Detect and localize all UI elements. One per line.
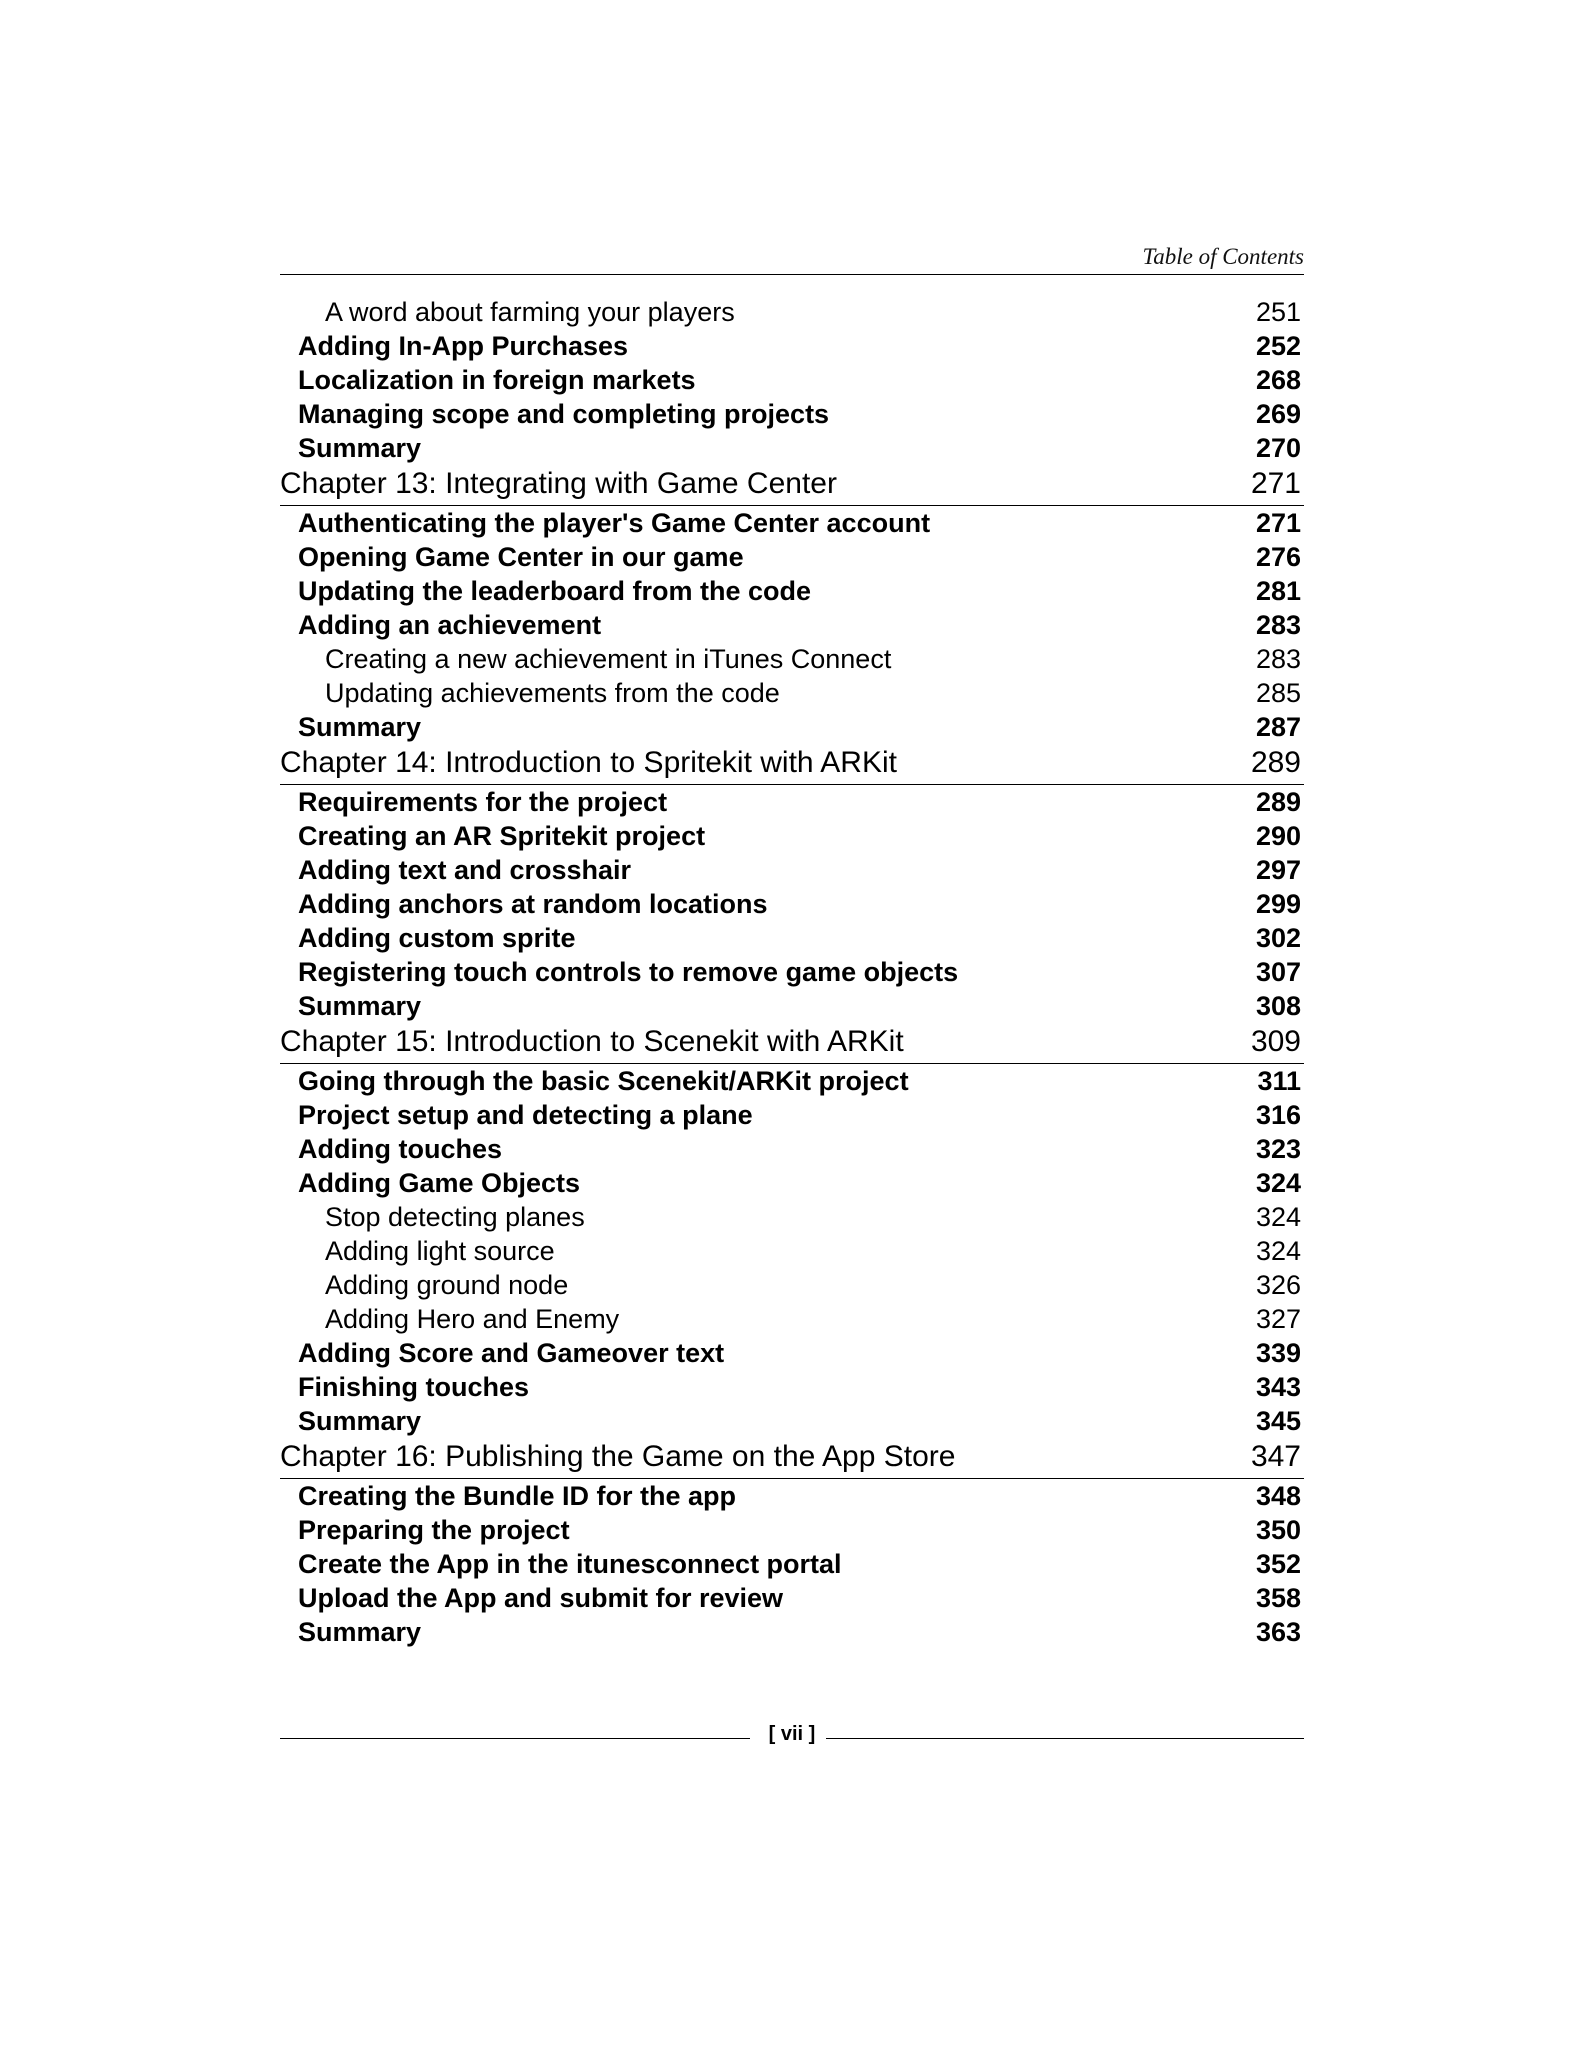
toc-entry-title: Stop detecting planes (325, 1202, 585, 1232)
toc-chapter-row[interactable] (280, 1440, 1304, 1479)
toc-section-row[interactable] (280, 363, 1304, 397)
toc-entry-page: 311 (1257, 1066, 1301, 1096)
toc-entry-title: Create the App in the itunesconnect portal (298, 1549, 842, 1579)
toc-entry-title: Adding text and crosshair (298, 855, 632, 885)
toc-chapter-row[interactable] (280, 746, 1304, 785)
toc-section-row[interactable] (280, 819, 1304, 853)
toc-section-row[interactable] (280, 1404, 1304, 1438)
toc-entry-page: 251 (1255, 297, 1301, 327)
toc-subsection-row[interactable] (280, 676, 1304, 710)
toc-entry-title: Finishing touches (298, 1372, 530, 1402)
toc-entry-title: Requirements for the project (298, 787, 668, 817)
toc-section-row[interactable] (280, 1370, 1304, 1404)
toc-entry-page: 348 (1255, 1481, 1301, 1511)
toc-entry-page: 350 (1255, 1515, 1301, 1545)
toc-section-row[interactable] (280, 1166, 1304, 1200)
page-number: [ vii ] (768, 1723, 816, 1745)
toc-entry-title: Opening Game Center in our game (298, 542, 744, 572)
toc-entry-page: 302 (1255, 923, 1301, 953)
toc-subsection-row[interactable] (280, 1234, 1304, 1268)
toc-entry-title: Preparing the project (298, 1515, 570, 1545)
toc-entry-title: Adding touches (298, 1134, 502, 1164)
toc-entry-title: Summary (298, 1406, 422, 1436)
toc-entry-page: 269 (1255, 399, 1301, 429)
toc-entry-title: Summary (298, 712, 422, 742)
toc-entry-title: Creating an AR Spritekit project (298, 821, 706, 851)
toc-section-row[interactable] (280, 1513, 1304, 1547)
toc-entry-title: Project setup and detecting a plane (298, 1100, 753, 1130)
toc-section-row[interactable] (280, 785, 1304, 819)
toc-entry-page: 283 (1255, 644, 1301, 674)
toc-entry-title: Chapter 16: Publishing the Game on the App Store (280, 1440, 956, 1473)
toc-entry-page: 289 (1250, 746, 1301, 779)
toc-entry-title: Going through the basic Scenekit/ARKit project (298, 1066, 909, 1096)
toc-entry-page: 324 (1255, 1202, 1301, 1232)
toc-entry-page: 281 (1255, 576, 1301, 606)
toc-entry-title: Adding In-App Purchases (298, 331, 629, 361)
toc-entry-title: Adding light source (325, 1236, 555, 1266)
toc-entry-page: 299 (1255, 889, 1301, 919)
toc-subsection-row[interactable] (280, 1268, 1304, 1302)
toc-entry-page: 283 (1255, 610, 1301, 640)
toc-entry-title: Summary (298, 433, 422, 463)
toc-section-row[interactable] (280, 608, 1304, 642)
toc-section-row[interactable] (280, 1132, 1304, 1166)
toc-entry-page: 326 (1255, 1270, 1301, 1300)
toc-section-row[interactable] (280, 887, 1304, 921)
toc-entry-page: 308 (1255, 991, 1301, 1021)
page-footer (280, 1720, 1304, 1756)
toc-entry-page: 316 (1255, 1100, 1301, 1130)
toc-entry-page: 363 (1255, 1617, 1301, 1647)
toc-section-row[interactable] (280, 1064, 1304, 1098)
toc-section-row[interactable] (280, 1479, 1304, 1513)
toc-entry-page: 289 (1255, 787, 1301, 817)
toc-entry-page: 343 (1255, 1372, 1301, 1402)
toc-entry-page: 285 (1255, 678, 1301, 708)
toc-entry-page: 324 (1255, 1168, 1301, 1198)
toc-section-row[interactable] (280, 397, 1304, 431)
toc-section-row[interactable] (280, 1615, 1304, 1649)
footer-rule-right (826, 1738, 1304, 1739)
toc-entry-page: 323 (1255, 1134, 1301, 1164)
toc-subsection-row[interactable] (280, 642, 1304, 676)
toc-entry-page: 347 (1250, 1440, 1301, 1473)
toc-section-row[interactable] (280, 853, 1304, 887)
toc-entry-title: Chapter 14: Introduction to Spritekit with ARKit (280, 746, 897, 779)
toc-section-row[interactable] (280, 540, 1304, 574)
toc-entry-title: Adding Hero and Enemy (325, 1304, 620, 1334)
toc-entry-page: 290 (1255, 821, 1301, 851)
toc-entry-page: 287 (1255, 712, 1301, 742)
toc-entry-page: 270 (1255, 433, 1301, 463)
toc-chapter-row[interactable] (280, 467, 1304, 506)
toc-entry-page: 268 (1255, 365, 1301, 395)
toc-section-row[interactable] (280, 1581, 1304, 1615)
toc-entry-page: 271 (1250, 467, 1301, 500)
toc-entry-page: 252 (1255, 331, 1301, 361)
toc-entry-title: Authenticating the player's Game Center account (298, 508, 931, 538)
toc-entry-title: Summary (298, 1617, 422, 1647)
toc-entry-page: 352 (1255, 1549, 1301, 1579)
toc-entry-page: 358 (1255, 1583, 1301, 1613)
toc-entry-title: Upload the App and submit for review (298, 1583, 784, 1613)
toc-entry-title: Summary (298, 991, 422, 1021)
toc-section-row[interactable] (280, 506, 1304, 540)
toc-entry-title: Localization in foreign markets (298, 365, 696, 395)
toc-subsection-row[interactable] (280, 1302, 1304, 1336)
toc-entry-title: Adding custom sprite (298, 923, 576, 953)
toc-section-row[interactable] (280, 574, 1304, 608)
toc-entry-title: Adding ground node (325, 1270, 569, 1300)
toc-entry-title: Registering touch controls to remove game objects (298, 957, 959, 987)
toc-section-row[interactable] (280, 1547, 1304, 1581)
toc-entry-title: Chapter 13: Integrating with Game Center (280, 467, 837, 500)
page-header (280, 238, 1304, 275)
table-of-contents (280, 295, 1304, 1649)
toc-section-row[interactable] (280, 1336, 1304, 1370)
toc-entry-page: 309 (1250, 1025, 1301, 1058)
toc-section-row[interactable] (280, 329, 1304, 363)
toc-entry-title: Creating the Bundle ID for the app (298, 1481, 737, 1511)
toc-entry-page: 297 (1255, 855, 1301, 885)
toc-entry-title: Managing scope and completing projects (298, 399, 830, 429)
toc-section-row[interactable] (280, 431, 1304, 465)
toc-entry-page: 307 (1255, 957, 1301, 987)
toc-subsection-row[interactable] (280, 295, 1304, 329)
toc-entry-page: 276 (1255, 542, 1301, 572)
toc-section-row[interactable] (280, 710, 1304, 744)
toc-entry-title: Adding Game Objects (298, 1168, 581, 1198)
running-header-title: Table of Contents (1142, 244, 1304, 269)
toc-chapter-row[interactable] (280, 1025, 1304, 1064)
toc-entry-title: Creating a new achievement in iTunes Connect (325, 644, 892, 674)
toc-entry-page: 327 (1255, 1304, 1301, 1334)
toc-entry-title: Adding anchors at random locations (298, 889, 768, 919)
toc-entry-title: Adding Score and Gameover text (298, 1338, 725, 1368)
toc-subsection-row[interactable] (280, 1200, 1304, 1234)
toc-entry-title: Updating achievements from the code (325, 678, 780, 708)
toc-section-row[interactable] (280, 921, 1304, 955)
toc-section-row[interactable] (280, 1098, 1304, 1132)
toc-section-row[interactable] (280, 955, 1304, 989)
toc-entry-page: 324 (1255, 1236, 1301, 1266)
toc-entry-title: Chapter 15: Introduction to Scenekit with ARKit (280, 1025, 904, 1058)
toc-entry-title: A word about farming your players (325, 297, 735, 327)
toc-entry-title: Updating the leaderboard from the code (298, 576, 812, 606)
toc-entry-page: 339 (1255, 1338, 1301, 1368)
toc-entry-page: 271 (1255, 508, 1301, 538)
toc-entry-title: Adding an achievement (298, 610, 602, 640)
toc-section-row[interactable] (280, 989, 1304, 1023)
toc-entry-page: 345 (1255, 1406, 1301, 1436)
